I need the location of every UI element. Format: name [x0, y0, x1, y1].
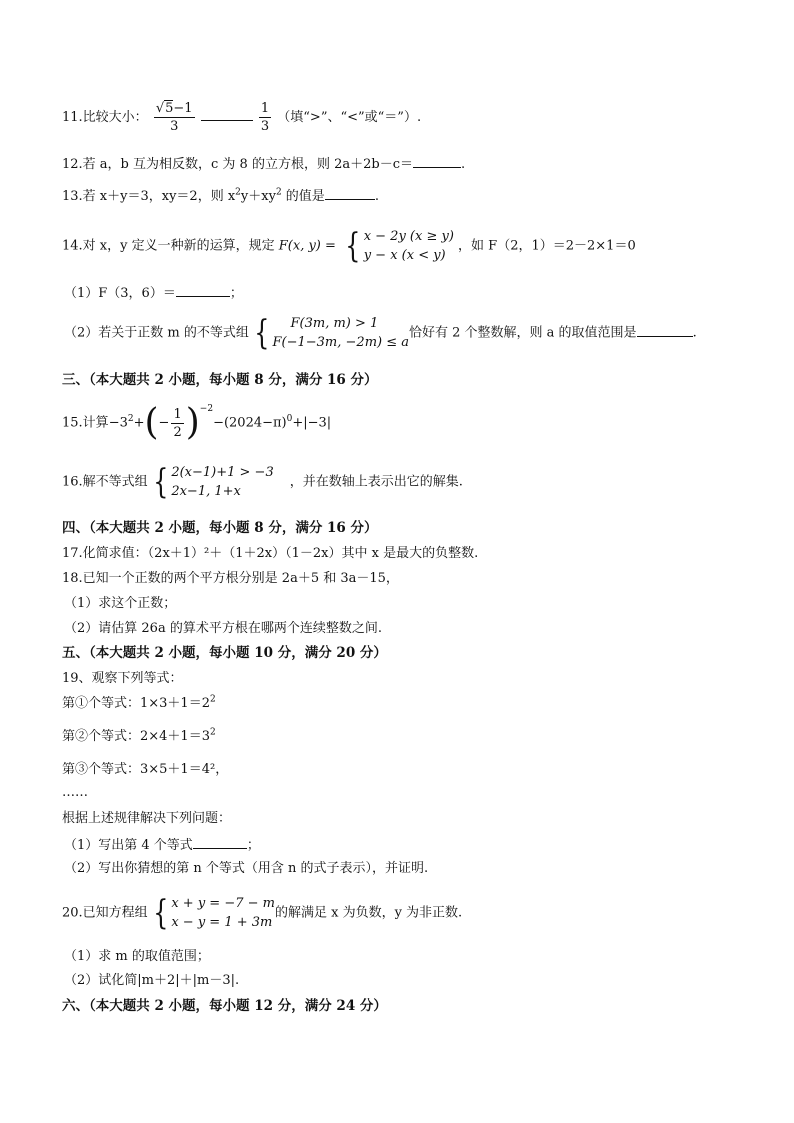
question-13 [62, 186, 379, 206]
q14-p2-case-2: F(−1−3m, −2m) ≤ a [272, 335, 409, 350]
q19-instruction: 根据上述规律解决下列问题： [62, 811, 232, 826]
q20-prefix: 20.已知方程组 [62, 905, 148, 921]
q14-case-1: x − 2y (x ≥ y) [363, 229, 454, 244]
q14-p1-answer-blank[interactable] [176, 283, 230, 297]
q16-prefix: 16.解不等式组 [62, 474, 148, 490]
q20-case-2: x − y = 1 + 3m [171, 915, 273, 930]
q19-ellipsis: …… [62, 785, 88, 800]
q19-p1-end: ； [246, 838, 260, 853]
q13-text-b: y＋xy [240, 189, 276, 204]
q20-cases [171, 894, 275, 932]
q19-part-1 [64, 835, 260, 855]
q11-answer-blank[interactable] [201, 107, 253, 121]
q13-text-a: 13.若 x＋y＝3，xy＝2，则 x [62, 189, 236, 204]
q14-p2-prefix: （2）若关于正数 m 的不等式组 [64, 325, 249, 341]
q11-prefix: 11.比较大小： [62, 110, 148, 125]
q15-frac-den: 2 [173, 424, 182, 440]
q11-suffix: （填“>”、“<”或“＝”）. [277, 110, 422, 125]
question-16 [62, 463, 463, 501]
q16-case-1: 2(x−1)+1 > −3 [171, 465, 274, 480]
q13-end: . [374, 189, 379, 204]
section-4-heading: 四、（本大题共 2 小题，每小题 8 分，满分 16 分） [62, 520, 378, 536]
q11-frac2-den: 3 [260, 119, 270, 134]
q15-right-paren: ) [185, 402, 200, 443]
q19-equation-3: 第③个等式：3×5＋1＝4²， [62, 762, 229, 777]
q14-p1-text: （1）F（3，6）＝ [64, 286, 176, 301]
q15-left-paren: ( [144, 402, 159, 443]
q20-part-2: （2）试化简|m＋2|＋|m－3|. [64, 973, 240, 988]
q19-p1-text: （1）写出第 4 个等式 [64, 838, 193, 853]
q14-p2-brace: { [254, 313, 270, 353]
q19-eq2-sup: 2 [209, 727, 216, 738]
q11-frac2-num: 1 [260, 101, 270, 116]
q14-p1-end: ； [229, 286, 243, 301]
q16-case-2: 2x−1, 1+x [171, 484, 241, 499]
q12-end: . [461, 157, 466, 172]
q15-sup-1: 2 [127, 414, 134, 425]
q15-frac-num: 1 [173, 406, 182, 422]
q20-brace: { [152, 893, 169, 933]
q19-eq1-sup: 2 [209, 694, 216, 705]
q13-text-c: 的值是 [281, 189, 325, 204]
q11-frac1-num-rest: −1 [173, 101, 193, 116]
q19-eq2-text: 第②个等式：2×4＋1＝3 [62, 729, 210, 744]
section-6-heading: 六、（本大题共 2 小题，每小题 12 分，满分 24 分） [62, 998, 387, 1014]
q12-answer-blank[interactable] [413, 154, 461, 168]
q15-prefix: 15.计算 [62, 415, 109, 431]
q14-p2-answer-blank[interactable] [637, 323, 693, 337]
q13-sup-2: 2 [275, 187, 282, 198]
q14-part-2 [64, 314, 697, 352]
question-12 [62, 154, 465, 174]
question-11 [62, 100, 421, 135]
q19-part-2: （2）写出你猜想的第 n 个等式（用含 n 的式子表示），并证明. [64, 861, 429, 876]
q14-part-1 [64, 283, 243, 303]
q13-sup-1: 2 [235, 187, 241, 198]
q11-frac1-den: 3 [170, 119, 179, 134]
q15-part1: −3 [108, 415, 128, 431]
q16-cases [171, 463, 273, 501]
q14-p2-case-1: F(3m, m) > 1 [290, 316, 379, 331]
q15-rest2: +|−3| [292, 415, 332, 431]
q19-equation-1 [62, 695, 216, 713]
q19-equation-2 [62, 728, 216, 746]
q19-p1-answer-blank[interactable] [193, 835, 247, 849]
q15-sup-3: 0 [286, 414, 293, 425]
q14-p2-cases [273, 314, 409, 352]
q12-text: 12.若 a，b 互为相反数，c 为 8 的立方根，则 2a＋2b－c＝ [62, 157, 413, 172]
q14-p2-suffix: 恰好有 2 个整数解，则 a 的取值范围是 [409, 325, 637, 341]
q15-plus: + [133, 415, 145, 431]
q18-part-1: （1）求这个正数； [64, 596, 177, 611]
section-5-heading: 五、（本大题共 2 小题，每小题 10 分，满分 20 分） [62, 645, 387, 661]
q11-fraction-2 [259, 100, 271, 135]
q20-part-1: （1）求 m 的取值范围； [64, 949, 210, 964]
q14-suffix: ，如 F（2，1）＝2－2×1＝0 [458, 238, 636, 254]
q13-answer-blank[interactable] [325, 186, 375, 200]
q14-func: F(x, y) = [278, 238, 336, 254]
q14-cases [364, 227, 454, 265]
q14-case-2: y − x (x < y) [363, 248, 446, 263]
question-18: 18.已知一个正数的两个平方根分别是 2a＋5 和 3a－15， [62, 571, 399, 586]
q15-fraction [171, 406, 183, 441]
q18-part-2: （2）请估算 26a 的算术平方根在哪两个连续整数之间. [64, 621, 382, 636]
q14-brace: { [345, 226, 361, 266]
question-19: 19、观察下列等式： [62, 671, 183, 686]
q19-eq1-text: 第①个等式：1×3＋1＝2 [62, 696, 210, 711]
q15-rest: −(2024−π) [213, 415, 287, 431]
q11-sqrt-radicand: 5 [165, 101, 174, 116]
question-20 [62, 894, 462, 932]
q16-brace: { [152, 462, 169, 502]
section-3-heading: 三、（本大题共 2 小题，每小题 8 分，满分 16 分） [62, 372, 378, 388]
q15-sup-2: −2 [199, 404, 214, 415]
q20-suffix: 的解满足 x 为负数，y 为非正数. [274, 905, 463, 921]
q14-prefix: 14.对 x，y 定义一种新的运算，规定 [62, 238, 275, 254]
q14-p2-end: . [692, 325, 697, 341]
question-17: 17.化简求值：（2x＋1）²＋（1＋2x）（1－2x）其中 x 是最大的负整数. [62, 546, 479, 561]
question-14 [62, 227, 636, 265]
q20-case-1: x + y = −7 − m [171, 896, 275, 911]
q11-fraction-1: $\frac{√5-1}{3}$ [155, 101, 193, 134]
q15-minus: − [158, 415, 170, 431]
question-15 [62, 403, 331, 443]
q16-suffix: ，并在数轴上表示出它的解集. [289, 474, 463, 490]
